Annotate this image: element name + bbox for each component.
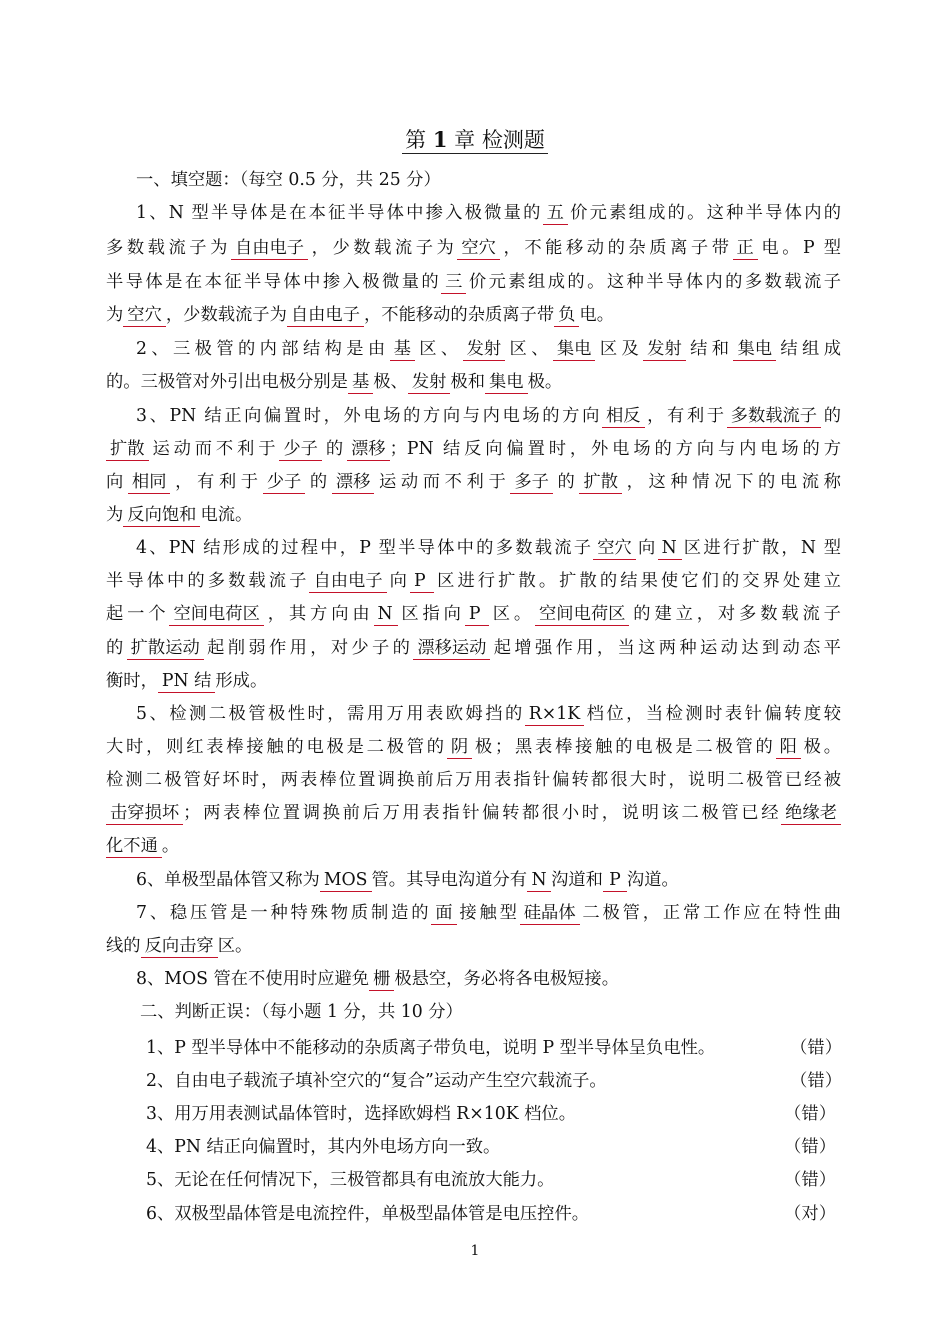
section2-header: 二、判断正误：（每小题 1 分，共 10 分） xyxy=(140,1002,463,1022)
judgment-answer: （错） xyxy=(790,1071,842,1091)
answer-blank: 多数载流子 xyxy=(727,406,821,428)
answer-blank: MOS xyxy=(320,870,372,892)
answer-blank: N xyxy=(374,604,398,626)
q4-line5: 衡时， PN 结 形成。 xyxy=(106,671,268,691)
answer-blank: 自由电子 xyxy=(231,238,308,260)
answer-blank: 基 xyxy=(390,339,415,361)
q5-line1: 5、检测二极管极性时，需用万用表欧姆挡的 R×1K 档位，当检测时表针偏转度较 xyxy=(136,704,841,724)
answer-blank: 相同 xyxy=(128,472,171,494)
answer-blank: 多子 xyxy=(510,472,553,494)
q6-line1: 6、单极型晶体管又称为 MOS 管。其导电沟道分有 N 沟道和 P 沟道。 xyxy=(136,870,679,890)
judgment-answer: （错） xyxy=(784,1170,836,1190)
answer-blank: 反向饱和 xyxy=(123,505,200,527)
answer-blank: 空穴 xyxy=(457,238,500,260)
answer-blank: 扩散 xyxy=(579,472,622,494)
q3-line4: 为 反向饱和 电流。 xyxy=(106,505,253,525)
answer-blank: N xyxy=(527,870,551,892)
answer-blank: 少子 xyxy=(263,472,306,494)
answer-blank: PN 结 xyxy=(158,671,216,693)
answer-blank: 面 xyxy=(431,903,456,925)
q8-line1: 8、MOS 管在不使用时应避免 栅 极悬空，务必将各电极短接。 xyxy=(136,969,619,989)
answer-blank: 发射 xyxy=(463,339,506,361)
q4-line4: 的 扩散运动 起削弱作用，对少子的 漂移运动 起增强作用，当这两种运动达到动态平 xyxy=(106,638,841,658)
answer-blank: 少子 xyxy=(279,439,322,461)
answer-blank: 基 xyxy=(348,372,373,394)
q5-line3: 检测二极管好坏时，两表棒位置调换前后万用表指针偏转都很大时，说明二极管已经被 xyxy=(106,770,841,790)
q4-line2: 半导体中的多数载流子 自由电子 向 P 区进行扩散。扩散的结果使它们的交界处建立 xyxy=(106,571,841,591)
chapter-title: 第 1 章 检测题 xyxy=(0,126,950,154)
answer-blank: 绝缘老 xyxy=(781,803,841,825)
answer-blank: 扩散运动 xyxy=(127,638,204,660)
answer-blank: 集电 xyxy=(553,339,596,361)
answer-blank: 漂移 xyxy=(332,472,375,494)
answer-blank: N xyxy=(658,538,682,560)
answer-blank: 空间电荷区 xyxy=(535,604,629,626)
answer-blank: 反向击穿 xyxy=(141,936,218,958)
answer-blank: 化不通 xyxy=(106,836,162,858)
answer-blank: 相反 xyxy=(602,406,645,428)
answer-blank: P xyxy=(410,571,434,593)
answer-blank: 击穿损坏 xyxy=(106,803,183,825)
answer-blank: 自由电子 xyxy=(309,571,386,593)
answer-blank: 空穴 xyxy=(593,538,636,560)
answer-blank: 扩散 xyxy=(106,439,149,461)
q4-line3: 起一个 空间电荷区 ，其方向由 N 区指向 P 区。 空间电荷区 的建立，对多数载流子 xyxy=(106,604,841,624)
q5-line5: 化不通 。 xyxy=(106,836,180,856)
answer-blank: 空穴 xyxy=(123,305,166,327)
answer-blank: 栅 xyxy=(369,969,394,991)
judgment-answer: （错） xyxy=(784,1137,836,1157)
answer-blank: 正 xyxy=(733,238,758,260)
answer-blank: 漂移 xyxy=(347,439,390,461)
answer-blank: P xyxy=(465,604,489,626)
answer-blank: R×1K xyxy=(525,704,584,726)
q4-line1: 4、PN 结形成的过程中，P 型半导体中的多数载流子 空穴 向 N 区进行扩散，N 型 xyxy=(136,538,841,558)
answer-blank: 漂移运动 xyxy=(413,638,490,660)
judgment-answer: （错） xyxy=(784,1104,836,1124)
q2-line2: 的。三极管对外引出电极分别是 基 极、 发射 极和 集电 极。 xyxy=(106,372,563,392)
document-page: 第 1 章 检测题 一、填空题：（每空 0.5 分，共 25 分） 1、N 型半导体是在本征半导体中掺入极微量的 五 价元素组成的。这种半导体内的 多数载流子为 自由电子 ，少数载流子为 空穴 ，不能移动的杂质离子带 正 电。P 型 半导体是在本征半导体中掺入极微量的 三 价元素组成的。这种半导体内的多数载流子 为 空穴 ，少数载流子为 自由电子 ，不能移动的杂质离子带 负 电。 2、三极管的内部结构是由 基 区、 发射 区、 集电 区及 发射 结和 集电 结组成 的。三极管对外引出电极分别是 基 极、 发射 极和 集电 极。 3、PN 结正向偏置时，外电场的方向与内电场的方向 相反 ，有利于 多数载流子 的 扩散 运动而不利于 少子 的 漂移 ；PN 结反向偏置时，外电场的方向与内电场的方 向 相同 ，有利于 少子 的 漂移 运动而不利于 多子 的 扩散 ，这种情况下的电流称 为 反向饱和 电流。 4、PN 结形成的过程中，P 型半导体中的多数载流子 空穴 向 N 区进行扩散，N 型 半导体中的多数载流子 自由电子 向 P 区进行扩散。扩散的结果使它们的交界处建立 起一个 空间电荷区 ，其方向由 N 区指向 P 区。 空间电荷区 的建立，对多数载流子 的 扩散运动 起削弱作用，对少子的 漂移运动 起增强作用，当这两种运动达到动态平 衡时， PN 结 形成。 5、检测二极管极性时，需用万用表欧姆挡的 R×1K 档位，当检测时表针偏转度较 大时，则红表棒接触的电极是二极管的 阴 极；黑表棒接触的电极是二极管的 阳 极。 检测二极管好坏时，两表棒位置调换前后万用表指针偏转都很大时，说明二极管已经被 击穿损坏 ；两表棒位置调换前后万用表指针偏转都很小时，说明该二极管已经 绝缘老 化不通 。 6、单极型晶体管又称为 MOS 管。其导电沟道分有 N 沟道和 P 沟道。 7、稳压管是一种特殊物质制造的 面 接触型 硅晶体 二极管，正常工作应在特性曲 线的 反向击穿 区。 8、MOS 管在不使用时应避免 栅 极悬空，务必将各电极短接。 二、判断正误：（每小题 1 分，共 10 分） 1、P 型半导体中不能移动的杂质离子带负电，说明 P 型半导体呈负电性。 （错） 2、自由电子载流子填补空穴的“复合”运动产生空穴载流子。 （错） 3、用万用表测试晶体管时，选择欧姆档 R×10K 档位。 （错） 4、PN 结正向偏置时，其内外电场方向一致。 （错） 5、无论在任何情况下，三极管都具有电流放大能力。 （错） 6、双极型晶体管是电流控件，单极型晶体管是电压控件。 （对） 1 xyxy=(0,0,950,1342)
answer-blank: 空间电荷区 xyxy=(169,604,263,626)
q7-line2: 线的 反向击穿 区。 xyxy=(106,936,253,956)
q1-line2: 多数载流子为 自由电子 ，少数载流子为 空穴 ，不能移动的杂质离子带 正 电。P 型 xyxy=(106,238,841,258)
page-number: 1 xyxy=(470,1243,480,1259)
section1-header: 一、填空题：（每空 0.5 分，共 25 分） xyxy=(136,170,441,190)
q3-line3: 向 相同 ，有利于 少子 的 漂移 运动而不利于 多子 的 扩散 ，这种情况下的电流称 xyxy=(106,472,841,492)
q1-line1: 1、N 型半导体是在本征半导体中掺入极微量的 五 价元素组成的。这种半导体内的 xyxy=(136,203,841,223)
q5-line2: 大时，则红表棒接触的电极是二极管的 阴 极；黑表棒接触的电极是二极管的 阳 极。 xyxy=(106,737,841,757)
answer-blank: 硅晶体 xyxy=(520,903,580,925)
answer-blank: P xyxy=(603,870,627,892)
q3-line2: 扩散 运动而不利于 少子 的 漂移 ；PN 结反向偏置时，外电场的方向与内电场的方 xyxy=(106,437,841,461)
answer-blank: 三 xyxy=(441,272,466,294)
answer-blank: 发射 xyxy=(408,372,451,394)
answer-blank: 发射 xyxy=(643,339,686,361)
answer-blank: 集电 xyxy=(733,339,776,361)
q5-line4: 击穿损坏 ；两表棒位置调换前后万用表指针偏转都很小时，说明该二极管已经 绝缘老 xyxy=(106,801,841,825)
answer-blank: 集电 xyxy=(485,372,528,394)
answer-blank: 阴 xyxy=(447,737,472,759)
answer-blank: 自由电子 xyxy=(287,305,364,327)
judgment-answer: （对） xyxy=(784,1204,836,1224)
q3-line1: 3、PN 结正向偏置时，外电场的方向与内电场的方向 相反 ，有利于 多数载流子 的 xyxy=(136,406,841,426)
q7-line1: 7、稳压管是一种特殊物质制造的 面 接触型 硅晶体 二极管，正常工作应在特性曲 xyxy=(136,903,841,923)
q1-line4: 为 空穴 ，少数载流子为 自由电子 ，不能移动的杂质离子带 负 电。 xyxy=(106,305,614,325)
q2-line1: 2、三极管的内部结构是由 基 区、 发射 区、 集电 区及 发射 结和 集电 结组成 xyxy=(136,339,841,359)
answer-blank: 负 xyxy=(554,305,579,327)
answer-blank: 阳 xyxy=(776,737,801,759)
q1-line3: 半导体是在本征半导体中掺入极微量的 三 价元素组成的。这种半导体内的多数载流子 xyxy=(106,272,841,292)
answer-blank: 五 xyxy=(543,203,568,225)
judgment-answer: （错） xyxy=(790,1038,842,1058)
